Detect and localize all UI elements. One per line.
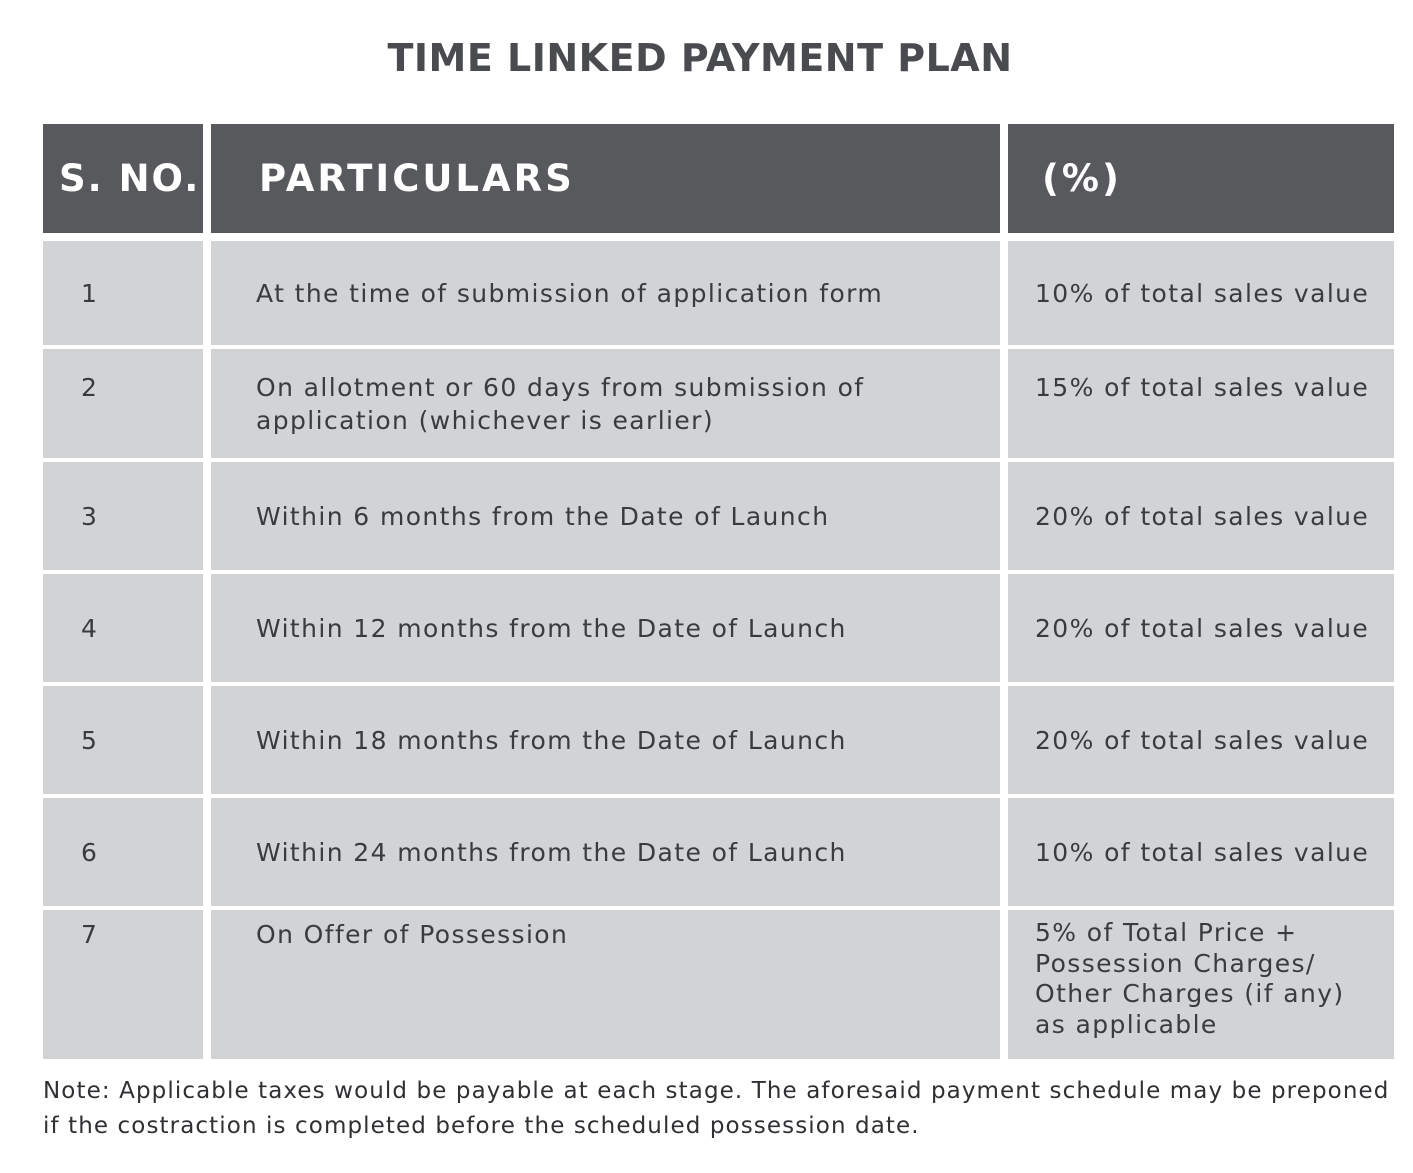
header-sno: S. NO. [43, 124, 203, 233]
row-2-percent: 15% of total sales value [1008, 349, 1394, 458]
row-4-sno: 4 [43, 574, 203, 682]
row-4-particulars: Within 12 months from the Date of Launch [211, 574, 1000, 682]
row-3-sno: 3 [43, 462, 203, 570]
row-4-percent: 20% of total sales value [1008, 574, 1394, 682]
row-5-particulars: Within 18 months from the Date of Launch [211, 686, 1000, 794]
row-2-particulars: On allotment or 60 days from submission of application (whichever is earlier) [211, 349, 1000, 458]
row-5-sno: 5 [43, 686, 203, 794]
page-title: TIME LINKED PAYMENT PLAN [387, 36, 1013, 80]
row-6-particulars: Within 24 months from the Date of Launch [211, 798, 1000, 906]
row-7-sno: 7 [43, 910, 203, 1059]
row-2-sno: 2 [43, 349, 203, 458]
row-1-sno: 1 [43, 241, 203, 345]
row-3-particulars: Within 6 months from the Date of Launch [211, 462, 1000, 570]
header-particulars: PARTICULARS [211, 124, 1000, 233]
row-6-sno: 6 [43, 798, 203, 906]
row-3-percent: 20% of total sales value [1008, 462, 1394, 570]
row-6-percent: 10% of total sales value [1008, 798, 1394, 906]
row-5-percent: 20% of total sales value [1008, 686, 1394, 794]
row-1-particulars: At the time of submission of application form [211, 241, 1000, 345]
payment-plan-table [43, 124, 1394, 1059]
header-percent: (%) [1008, 124, 1394, 233]
footnote: Note: Applicable taxes would be payable at each stage. The aforesaid payment schedule may be preponed if the costraction is completed before the scheduled possession date. [43, 1078, 1390, 1139]
row-7-particulars: On Offer of Possession [211, 910, 1000, 1059]
row-1-percent: 10% of total sales value [1008, 241, 1394, 345]
row-7-percent: 5% of Total Price + Possession Charges/ Other Charges (if any) as applicable [1008, 910, 1394, 1059]
